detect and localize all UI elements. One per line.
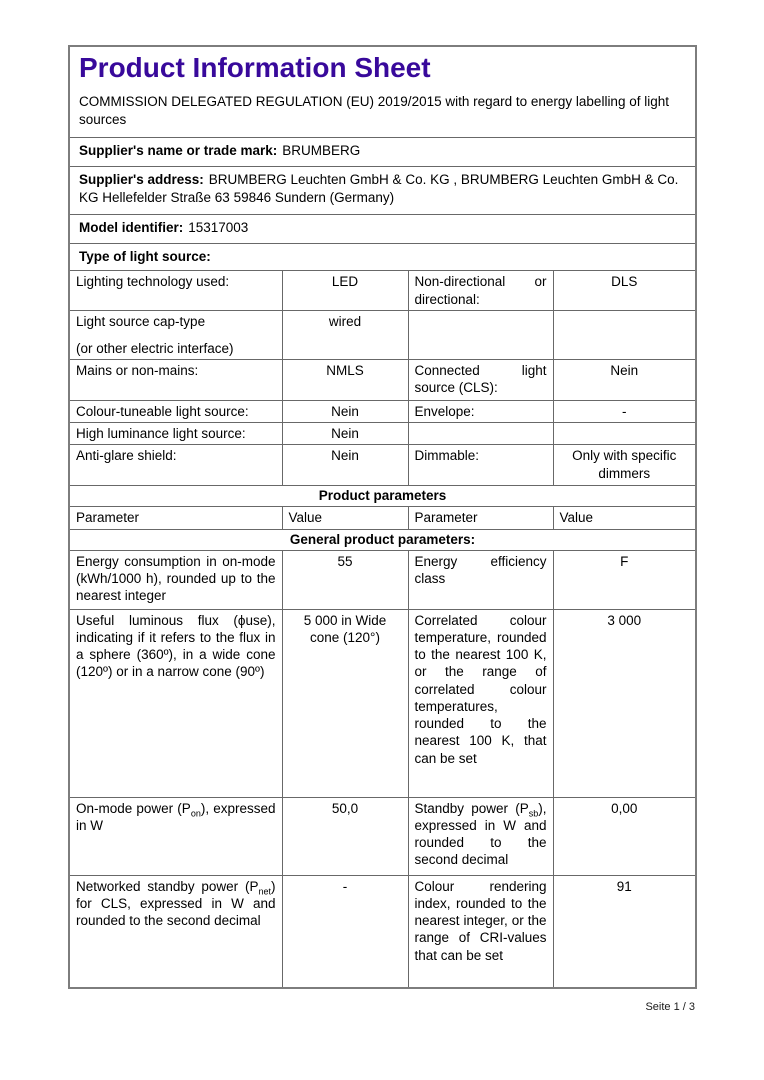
cap-type-line1: Light source cap-type <box>76 314 206 330</box>
column-header-row <box>69 507 696 529</box>
model-identifier-row <box>69 215 696 244</box>
parameter-text: Networked standby power (P <box>76 878 259 894</box>
value-cell: Nein <box>282 400 408 422</box>
value-cell <box>553 311 696 360</box>
supplier-name-cell <box>69 138 696 167</box>
value-cell: Nein <box>282 423 408 445</box>
parameter-cell: Correlated colour temperature, rounded to the nearest 100 K, or the range of correlated colour temperatures, rounded to the nearest 100 K, that can be set <box>408 609 553 797</box>
supplier-address-value: BRUMBERG Leuchten GmbH & Co. KG , BRUMBERG Leuchten GmbH & Co. KG Hellefelder Straße 63 59846 Sundern (Germany) <box>79 172 679 205</box>
value-cell: - <box>282 875 408 988</box>
value-cell: LED <box>282 271 408 311</box>
regulation-subtitle: COMMISSION DELEGATED REGULATION (EU) 2019/2015 with regard to energy labelling of light sources <box>79 93 669 128</box>
parameter-cell <box>408 797 553 875</box>
parameter-cell: Useful luminous flux (ϕuse), indicating if it refers to the flux in a sphere (360º), in a wide cone (120º) or in a narrow cone (90º) <box>69 609 282 797</box>
column-header-parameter: Parameter <box>69 507 282 529</box>
parameter-cell: Non-directional or directional: <box>408 271 553 311</box>
value-cell: 5 000 in Wide cone (120°) <box>282 609 408 797</box>
value-cell: Nein <box>282 445 408 486</box>
parameter-cell: Dimmable: <box>408 445 553 486</box>
page-number: Seite 1 / 3 <box>645 1001 695 1013</box>
general-parameters-header-row <box>69 529 696 550</box>
parameter-cell <box>69 875 282 988</box>
parameter-cell: Energy efficiency class <box>408 550 553 609</box>
table-row <box>69 423 696 445</box>
table-row <box>69 445 696 486</box>
table-row <box>69 271 696 311</box>
supplier-address-label: Supplier's address: <box>79 172 204 188</box>
parameter-text: Standby power (P <box>414 800 529 816</box>
value-cell: 55 <box>282 550 408 609</box>
value-cell: Only with specific dimmers <box>553 445 696 486</box>
parameter-subscript: on <box>190 808 201 819</box>
supplier-address-cell <box>69 167 696 215</box>
parameter-text: ), expressed in W <box>76 800 276 833</box>
parameter-cell: Colour-tuneable light source: <box>69 400 282 422</box>
parameter-subscript: sb <box>528 808 539 819</box>
table-row <box>69 311 696 360</box>
page-title: Product Information Sheet <box>79 52 431 83</box>
column-header-value: Value <box>282 507 408 529</box>
value-cell: 50,0 <box>282 797 408 875</box>
value-cell: 91 <box>553 875 696 988</box>
value-cell: F <box>553 550 696 609</box>
parameter-cell: Envelope: <box>408 400 553 422</box>
parameter-subscript: net <box>258 886 271 897</box>
column-header-value: Value <box>553 507 696 529</box>
parameter-cell: Anti-glare shield: <box>69 445 282 486</box>
type-of-light-source-header: Type of light source: <box>69 244 696 271</box>
table-row <box>69 875 696 988</box>
parameter-text: ), expressed in W and rounded to the second decimal <box>414 800 547 868</box>
title-cell <box>69 46 696 138</box>
supplier-name-value: BRUMBERG <box>282 143 361 159</box>
table-row <box>69 400 696 422</box>
supplier-address-row <box>69 167 696 215</box>
parameter-cell: Colour rendering index, rounded to the nearest integer, or the range of CRI-values that can be set <box>408 875 553 988</box>
table-row <box>69 550 696 609</box>
value-cell: wired <box>282 311 408 360</box>
table-row <box>69 609 696 797</box>
table-row <box>69 797 696 875</box>
table-row <box>69 359 696 400</box>
parameter-text: On-mode power (P <box>76 800 191 816</box>
model-identifier-value: 15317003 <box>188 220 249 236</box>
model-identifier-label: Model identifier: <box>79 220 184 236</box>
product-parameters-header: Product parameters <box>69 486 696 507</box>
parameter-cell: High luminance light source: <box>69 423 282 445</box>
value-cell: 3 000 <box>553 609 696 797</box>
parameter-cell: Mains or non-mains: <box>69 359 282 400</box>
parameter-cell <box>69 311 282 360</box>
model-identifier-cell <box>69 215 696 244</box>
parameter-cell: Lighting technology used: <box>69 271 282 311</box>
product-parameters-header-row <box>69 486 696 507</box>
value-cell: - <box>553 400 696 422</box>
type-of-light-source-row <box>69 244 696 271</box>
parameter-cell <box>408 423 553 445</box>
title-row <box>69 46 696 138</box>
value-cell: 0,00 <box>553 797 696 875</box>
parameter-cell: Energy consumption in on-mode (kWh/1000 h), rounded up to the nearest integer <box>69 550 282 609</box>
value-cell <box>553 423 696 445</box>
product-information-table <box>68 45 697 989</box>
parameter-cell <box>69 797 282 875</box>
parameter-cell: Connected light source (CLS): <box>408 359 553 400</box>
value-cell: Nein <box>553 359 696 400</box>
general-parameters-header: General product parameters: <box>69 529 696 550</box>
parameter-text: ) for CLS, expressed in W and rounded to the second decimal <box>76 878 276 929</box>
parameter-cell <box>408 311 553 360</box>
value-cell: NMLS <box>282 359 408 400</box>
value-cell: DLS <box>553 271 696 311</box>
cap-type-line2: (or other electric interface) <box>76 340 234 356</box>
supplier-name-row <box>69 138 696 167</box>
supplier-name-label: Supplier's name or trade mark: <box>79 143 278 159</box>
column-header-parameter: Parameter <box>408 507 553 529</box>
